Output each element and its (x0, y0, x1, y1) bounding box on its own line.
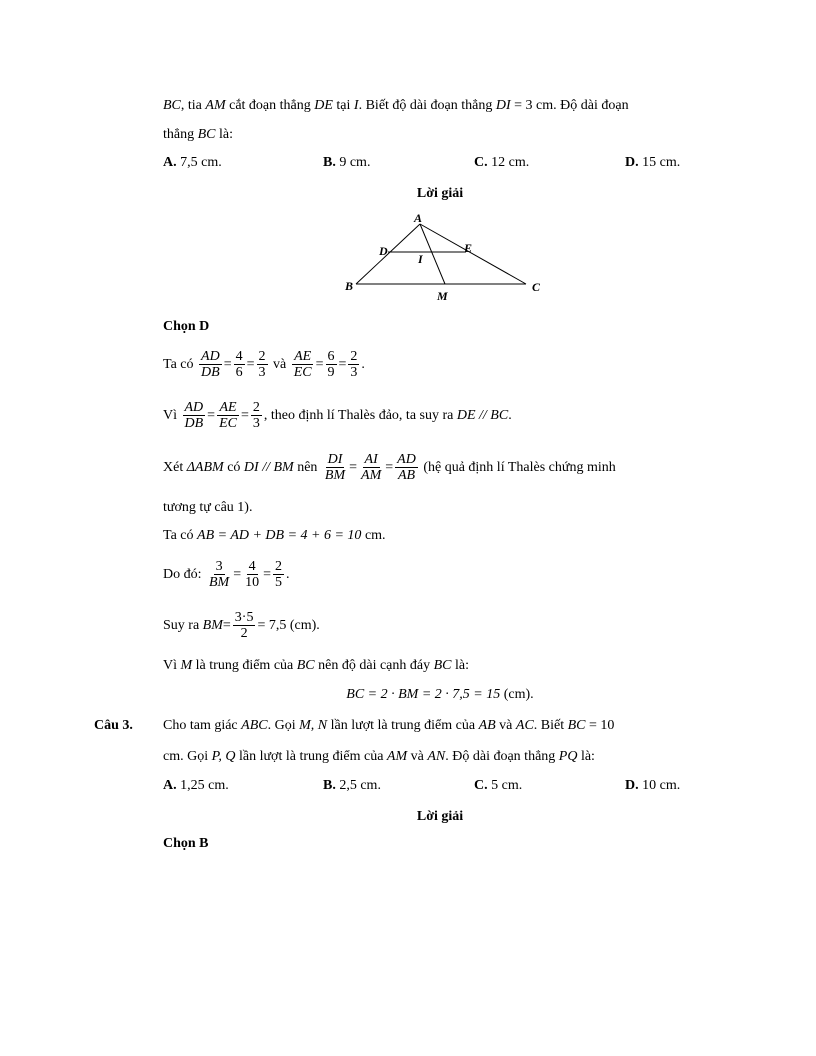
math: ΔABM (186, 460, 224, 475)
math: AN (427, 749, 446, 764)
option-text: 2,5 cm. (335, 778, 381, 793)
q2-option-d (625, 153, 680, 173)
text: (cm). (286, 618, 320, 633)
math: AC (515, 718, 534, 733)
option-key: C. (474, 155, 488, 170)
text: . Độ dài đoạn thẳng (445, 749, 559, 764)
denominator: 3 (258, 365, 266, 381)
equals: = (246, 357, 255, 372)
math: BC = 2 · BM = 2 · 7,5 = 15 (346, 687, 501, 702)
text: . (508, 408, 512, 423)
text: , theo định lí Thalès đảo, ta suy ra (263, 408, 457, 423)
numerator: 2 (252, 400, 260, 416)
math: ABC (241, 718, 268, 733)
text: lần lượt là trung điểm của (327, 718, 479, 733)
math: M, N (299, 718, 328, 733)
q2-option-a (163, 153, 222, 173)
text: Suy ra (163, 618, 203, 633)
q2-option-b (323, 153, 370, 173)
equals: = (263, 567, 272, 582)
fraction (323, 452, 347, 483)
q3-choose (163, 834, 209, 854)
segment-am (420, 224, 445, 284)
text: cắt đoạn thẳng (225, 98, 315, 113)
equals: = (315, 357, 324, 372)
denominator: AB (397, 468, 416, 484)
fraction (207, 559, 231, 590)
text: cm. Gọi (163, 749, 212, 764)
fraction (292, 349, 314, 380)
fraction (233, 610, 256, 641)
text: Cho tam giác (163, 718, 242, 733)
q3-solution-title (0, 807, 816, 827)
text: tại (332, 98, 354, 113)
text: là: (451, 658, 469, 673)
option-key: B. (323, 155, 336, 170)
denominator: 3 (252, 416, 260, 432)
text: . Biết độ dài đoạn thẳng (358, 98, 496, 113)
numerator: AE (219, 400, 237, 416)
math: P, Q (211, 749, 236, 764)
q2-step4 (163, 526, 386, 546)
equals: = (349, 460, 358, 475)
equals: = (233, 567, 242, 582)
numerator: AD (397, 452, 416, 468)
question-label: Câu 3. (94, 718, 133, 733)
option-key: D. (625, 778, 639, 793)
text: . Gọi (267, 718, 300, 733)
numerator: DI (327, 452, 343, 468)
fraction (243, 559, 261, 590)
text: là trung điểm của (192, 658, 297, 673)
text: Do đó: (163, 567, 205, 582)
q3-line1 (163, 716, 614, 736)
equals: = (223, 357, 232, 372)
denominator: 10 (245, 575, 260, 591)
denominator: EC (219, 416, 237, 432)
side-ab (356, 224, 420, 284)
math: DI (495, 98, 511, 113)
fraction (217, 400, 239, 431)
fraction (359, 452, 383, 483)
numerator: AD (201, 349, 220, 365)
math: BC (567, 718, 586, 733)
math: DE // BC (456, 408, 509, 423)
choose-text: Chọn B (163, 836, 209, 851)
denominator: EC (293, 365, 312, 381)
text: nên độ dài cạnh đáy (314, 658, 434, 673)
fraction (326, 349, 337, 380)
option-text: 10 cm. (638, 778, 681, 793)
label-i: I (418, 252, 423, 266)
text: và (273, 357, 290, 372)
fraction (234, 349, 245, 380)
option-key: A. (163, 155, 177, 170)
option-text: 15 cm. (638, 155, 681, 170)
math: PQ (558, 749, 578, 764)
denominator: BM (324, 468, 346, 484)
equals: = (207, 408, 216, 423)
text: . Biết (533, 718, 568, 733)
denominator: 9 (327, 365, 335, 381)
q2-step7 (163, 656, 469, 676)
text: (hệ quả định lí Thalès chứng minh (419, 460, 616, 475)
q2-option-c (474, 153, 529, 173)
option-text: 7,5 cm. (176, 155, 222, 170)
fraction (199, 349, 222, 380)
q2-step5 (163, 555, 290, 595)
q3-option-d (625, 776, 680, 796)
option-key: C. (474, 778, 488, 793)
text: có (223, 460, 244, 475)
label-m: M (437, 289, 448, 303)
numerator: 2 (350, 349, 358, 365)
equals: = (338, 357, 347, 372)
q3-label (94, 716, 133, 736)
text: Vì (163, 408, 181, 423)
q3-line2 (163, 747, 595, 767)
denominator: DB (184, 416, 204, 432)
choose-text: Chọn D (163, 319, 210, 334)
label-b: B (345, 279, 354, 293)
text: nên (293, 460, 321, 475)
equals: = (385, 460, 394, 475)
fraction (348, 349, 359, 380)
label-a: A (414, 211, 423, 225)
numerator: AI (364, 452, 378, 468)
math: AM (386, 749, 408, 764)
solution-title-text: Lời giải (416, 186, 464, 201)
side-ac (420, 224, 526, 284)
option-text: 9 cm. (335, 155, 371, 170)
label-e: E (464, 241, 473, 255)
math: BC (433, 658, 452, 673)
denominator: 3 (350, 365, 358, 381)
denominator: 5 (275, 575, 283, 591)
math: M (180, 658, 193, 673)
q2-step1 (163, 345, 365, 385)
equals: = (240, 408, 249, 423)
numerator: 3 (215, 559, 223, 575)
option-text: 1,25 cm. (176, 778, 229, 793)
math: DI // BM (243, 460, 294, 475)
math: AB (478, 718, 496, 733)
label-d: D (379, 244, 388, 258)
denominator: DB (201, 365, 220, 381)
math: = 7,5 (257, 618, 287, 633)
denominator: AM (361, 468, 382, 484)
text: cm. (361, 528, 386, 543)
numerator: 2 (275, 559, 283, 575)
numerator: AE (294, 349, 312, 365)
q3-option-c (474, 776, 522, 796)
q3-option-b (323, 776, 381, 796)
triangle-diagram (340, 210, 540, 310)
denominator: 2 (240, 626, 248, 642)
math: AB = AD + DB = 4 + 6 = 10 (197, 528, 362, 543)
math: BC (197, 127, 216, 142)
option-key: A. (163, 778, 177, 793)
q2-step3 (163, 448, 616, 488)
numerator: 4 (235, 349, 243, 365)
text: và (407, 749, 428, 764)
text: là: (577, 749, 595, 764)
fraction (273, 559, 284, 590)
math: BM (202, 618, 223, 633)
q2-choose (163, 317, 209, 337)
text: lần lượt là trung điểm của (235, 749, 387, 764)
option-key: B. (323, 778, 336, 793)
text: Xét (163, 460, 187, 475)
fraction (395, 452, 418, 483)
numerator: 6 (327, 349, 335, 365)
equals: = (222, 618, 231, 633)
math: AM (205, 98, 226, 113)
fraction (251, 400, 262, 431)
label-c: C (532, 280, 540, 294)
q2-line1 (163, 96, 629, 116)
q2-step8 (0, 685, 816, 705)
text: Ta có (163, 528, 198, 543)
numerator: AD (184, 400, 204, 416)
text: , tia (180, 98, 206, 113)
q2-step2 (163, 396, 512, 436)
text: Vì (163, 658, 181, 673)
q2-line2 (163, 125, 233, 145)
math: DE (314, 98, 333, 113)
denominator: BM (209, 575, 230, 591)
text: . (286, 567, 290, 582)
text: (cm). (500, 687, 534, 702)
text: tương tự câu 1). (163, 500, 253, 515)
q2-step3-cont (163, 498, 252, 518)
text: là: (215, 127, 233, 142)
fraction (257, 349, 268, 380)
solution-title-text: Lời giải (416, 809, 464, 824)
text: . (361, 357, 365, 372)
numerator: 4 (248, 559, 256, 575)
text: thẳng (163, 127, 198, 142)
text: Ta có (163, 357, 198, 372)
math: I (353, 98, 359, 113)
q2-solution-title (0, 184, 816, 204)
numerator: 2 (258, 349, 266, 365)
option-text: 12 cm. (487, 155, 530, 170)
option-text: 5 cm. (487, 778, 523, 793)
text: = 10 (585, 718, 615, 733)
fraction (183, 400, 206, 431)
math: BC (296, 658, 315, 673)
option-key: D. (625, 155, 639, 170)
q2-step6 (163, 606, 320, 646)
numerator: 3·5 (234, 610, 254, 626)
math: BC (163, 98, 181, 113)
text: = 3 cm. Độ dài đoạn (510, 98, 629, 113)
text: và (495, 718, 516, 733)
denominator: 6 (235, 365, 243, 381)
q3-option-a (163, 776, 229, 796)
